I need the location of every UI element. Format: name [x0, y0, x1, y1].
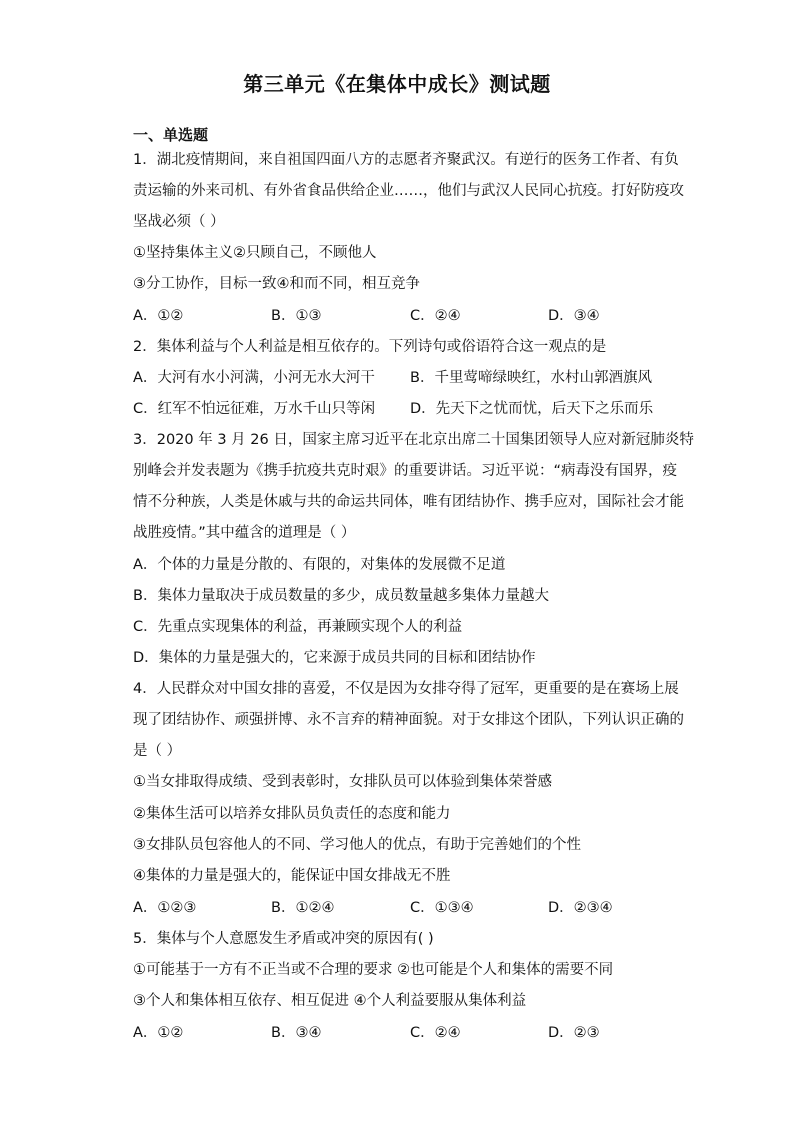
q3-option-b: B．集体力量取决于成员数量的多少，成员数量越多集体力量越大 [133, 588, 549, 604]
q1-option-a: A．①② [133, 308, 184, 324]
q5-option-b: B．③④ [271, 1025, 322, 1041]
q1-option-b: B．①③ [271, 308, 322, 324]
q5-option-a: A．①② [133, 1025, 184, 1041]
q5-line-1: 5．集体与个人意愿发生矛盾或冲突的原因有( ) [133, 931, 434, 947]
q3-option-d: D．集体的力量是强大的，它来源于成员共同的目标和团结协作 [133, 650, 536, 666]
q4-option-b: B．①②④ [271, 900, 335, 916]
q4-line-3: 是（ ） [133, 743, 182, 759]
q2-option-a: A．大河有水小河满，小河无水大河干 [133, 370, 375, 386]
section-heading: 一、单选题 [133, 126, 209, 144]
q1-line-4: ①坚持集体主义②只顾自己，不顾他人 [133, 245, 377, 261]
q4-option-c: C．①③④ [410, 900, 474, 916]
q4-line-5: ②集体生活可以培养女排队员负责任的态度和能力 [133, 806, 451, 822]
q5-option-d: D．②③ [548, 1025, 600, 1041]
q3-line-3: 情不分种族，人类是休戚与共的命运共同体，唯有团结协作、携手应对，国际社会才能 [133, 494, 684, 510]
q4-option-d: D．②③④ [548, 900, 613, 916]
q3-line-2: 别峰会并发表题为《携手抗疫共克时艰》的重要讲话。习近平说：“病毒没有国界，疫 [133, 463, 678, 479]
q3-line-1: 3．2020 年 3 月 26 日，国家主席习近平在北京出席二十国集团领导人应对新冠肺炎特 [133, 432, 694, 448]
q4-line-6: ③女排队员包容他人的不同、学习他人的优点，有助于完善她们的个性 [133, 837, 581, 853]
q5-line-3: ③个人和集体相互依存、相互促进 ④个人利益要服从集体利益 [133, 993, 527, 1009]
q4-option-a: A．①②③ [133, 900, 197, 916]
q4-line-2: 现了团结协作、顽强拼博、永不言弃的精神面貌。对于女排这个团队，下列认识正确的 [133, 712, 684, 728]
q1-line-3: 坚战必须（ ） [133, 214, 225, 230]
q1-line-1: 1．湖北疫情期间，来自祖国四面八方的志愿者齐聚武汉。有逆行的医务工作者、有负 [133, 152, 679, 168]
q2-option-d: D．先天下之忧而忧，后天下之乐而乐 [410, 401, 654, 417]
q1-option-c: C．②④ [410, 308, 461, 324]
q4-line-4: ①当女排取得成绩、受到表彰时，女排队员可以体验到集体荣誉感 [133, 774, 552, 790]
q4-line-7: ④集体的力量是强大的，能保证中国女排战无不胜 [133, 868, 451, 884]
q5-line-2: ①可能基于一方有不正当或不合理的要求 ②也可能是个人和集体的需要不同 [133, 962, 614, 978]
q2-line-1: 2．集体利益与个人利益是相互依存的。下列诗句或俗语符合这一观点的是 [133, 339, 607, 355]
page-title: 第三单元《在集体中成长》测试题 [243, 72, 551, 96]
q2-option-b: B．千里莺啼绿映红，水村山郭酒旗风 [410, 370, 652, 386]
q1-line-2: 责运输的外来司机、有外省食品供给企业……，他们与武汉人民同心抗疫。打好防疫攻 [133, 183, 684, 199]
q2-option-c: C．红军不怕远征难，万水千山只等闲 [133, 401, 376, 417]
q3-line-4: 战胜疫情。”其中蕴含的道理是（ ） [133, 525, 356, 541]
q4-line-1: 4．人民群众对中国女排的喜爱，不仅是因为女排夺得了冠军，更重要的是在赛场上展 [133, 681, 679, 697]
q1-line-5: ③分工协作，目标一致④和而不同，相互竞争 [133, 276, 420, 292]
q3-option-c: C．先重点实现集体的利益，再兼顾实现个人的利益 [133, 619, 463, 635]
q5-option-c: C．②④ [410, 1025, 461, 1041]
q3-option-a: A．个体的力量是分散的、有限的，对集体的发展微不足道 [133, 557, 506, 573]
q1-option-d: D．③④ [548, 308, 600, 324]
